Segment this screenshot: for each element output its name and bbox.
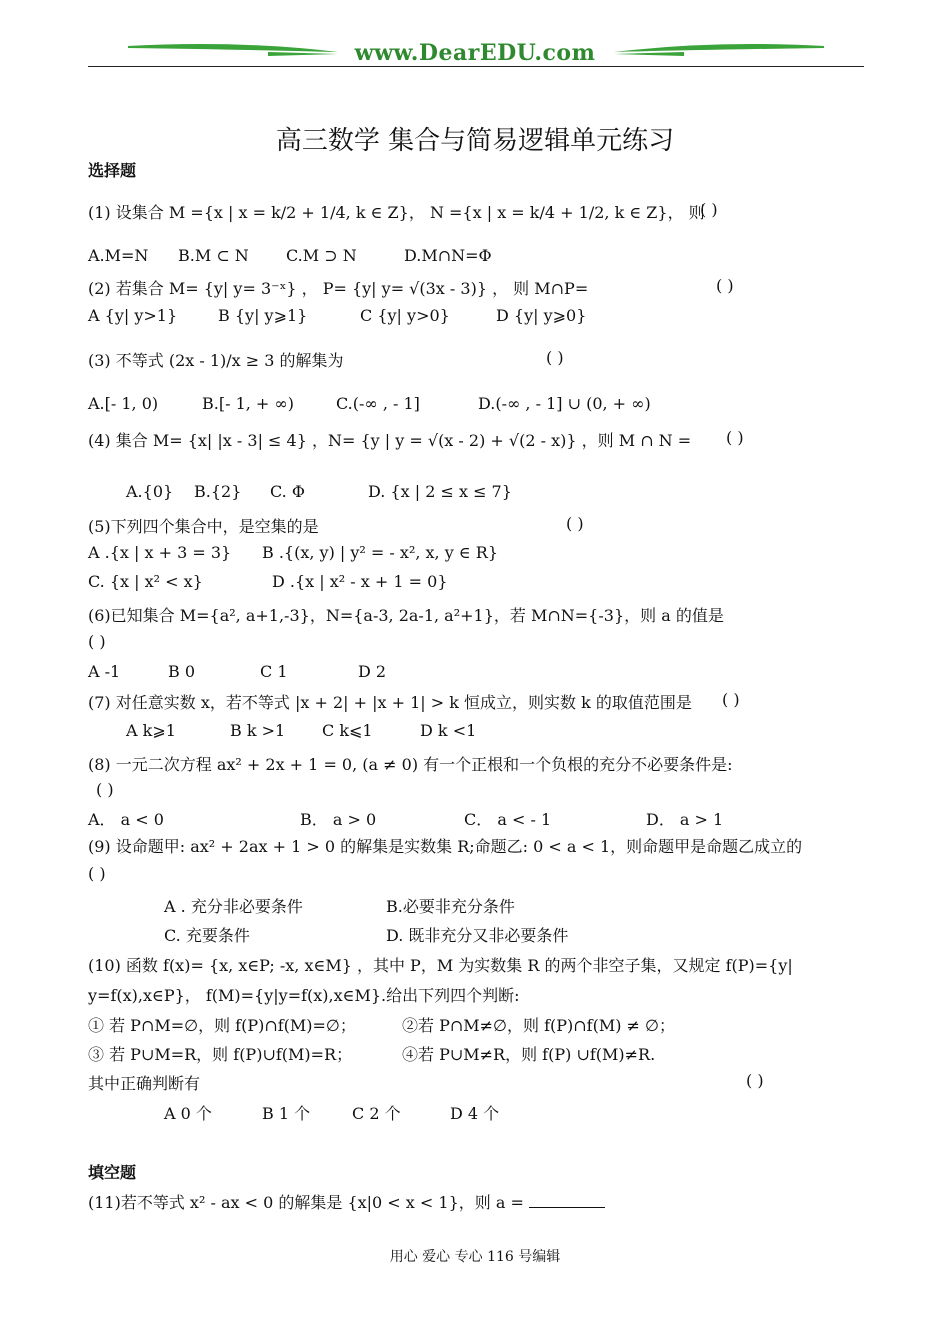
q9-option-c: C. 充要条件 [164, 926, 250, 945]
q1-option-b: B.M ⊂ N [178, 246, 249, 265]
q4-answer-paren: ( ) [726, 428, 744, 447]
q10-option-a: A 0 个 [164, 1104, 212, 1123]
q3-option-b: B.[- 1, + ∞) [202, 394, 294, 413]
q8-option-c: C． a < - 1 [464, 810, 552, 829]
q10-stem: (10) 函数 f(x)= {x, x∈P; -x, x∈M} ，其中 P，M 为实数集 R 的两个非空子集，又规定 f(P)={y| [88, 956, 793, 975]
q3-stem: (3) 不等式 (2x - 1)/x ≥ 3 的解集为 [88, 351, 344, 370]
q1-option-a: A.M=N [88, 246, 149, 265]
q10-option-d: D 4 个 [450, 1104, 500, 1123]
page-footer: 用心 爱心 专心 116 号编辑 [389, 1249, 561, 1265]
q6-answer-paren: ( ) [88, 632, 106, 651]
answer-blank [529, 1193, 605, 1208]
q2-option-a: A {y| y>1} [88, 306, 178, 325]
q1-answer-paren: ( ) [700, 200, 718, 219]
site-logo-text: www.DearEDU.com [354, 40, 596, 66]
q3-option-c: C.(-∞ , - 1] [336, 394, 420, 413]
q2-option-c: C {y| y>0} [360, 306, 450, 325]
q9-option-a: A . 充分非必要条件 [164, 897, 303, 916]
q2-option-d: D {y| y⩾0} [496, 306, 587, 325]
header-rule [88, 66, 864, 67]
q7-option-a: A k⩾1 [126, 721, 176, 740]
q2-stem: (2) 若集合 M= {y| y= 3⁻ˣ} ， P= {y| y= √(3x - 3)} ， 则 M∩P= [88, 279, 589, 298]
section-fill: 填空题 [88, 1163, 137, 1182]
q4-stem: (4) 集合 M= {x| |x - 3| ≤ 4} ，N= {y | y = √(x - 2) + √(2 - x)} ，则 M ∩ N = [88, 431, 692, 450]
q10-judgment-1: ① 若 P∩M=∅，则 f(P)∩f(M)=∅； [88, 1016, 356, 1035]
q4-option-b: B.{2} [194, 482, 242, 501]
q8-option-d: D． a > 1 [646, 810, 724, 829]
q5-option-b: B .{(x, y) | y² = - x², x, y ∈ R} [262, 543, 498, 562]
q7-stem: (7) 对任意实数 x，若不等式 |x + 2| + |x + 1| > k 恒成立，则实数 k 的取值范围是 [88, 693, 692, 712]
q1-option-c: C.M ⊃ N [286, 246, 357, 265]
section-choice: 选择题 [88, 161, 137, 180]
q2-option-b: B {y| y⩾1} [218, 306, 308, 325]
q7-option-d: D k <1 [420, 721, 477, 740]
q10-answer-paren: ( ) [746, 1071, 764, 1090]
q7-option-b: B k >1 [230, 721, 286, 740]
q9-option-d: D. 既非充分又非必要条件 [386, 926, 569, 945]
q1-option-d: D.M∩N=Φ [404, 246, 492, 265]
q6-stem: (6)已知集合 M={a², a+1,-3}，N={a-3, 2a-1, a²+1}，若 M∩N={-3}，则 a 的值是 [88, 606, 724, 625]
q7-option-c: C k⩽1 [322, 721, 373, 740]
q5-option-d: D .{x | x² - x + 1 = 0} [272, 572, 448, 591]
q6-option-d: D 2 [358, 662, 387, 681]
q8-option-a: A． a < 0 [88, 810, 164, 829]
q4-option-c: C. Φ [270, 482, 305, 501]
q4-option-a: A.{0} [126, 482, 174, 501]
q6-option-a: A -1 [88, 662, 121, 681]
q10-judgment-3: ③ 若 P∪M=R，则 f(P)∪f(M)=R； [88, 1045, 353, 1064]
q1-stem: (1) 设集合 M ={x | x = k/2 + 1/4, k ∈ Z}， N ={x | x = k/4 + 1/2, k ∈ Z}， 则 [88, 203, 705, 222]
q9-stem: (9) 设命题甲: ax² + 2ax + 1 > 0 的解集是实数集 R;命题乙: 0 < a < 1，则命题甲是命题乙成立的 [88, 837, 803, 856]
q5-stem: (5)下列四个集合中，是空集的是 [88, 517, 319, 536]
q7-answer-paren: ( ) [722, 690, 740, 709]
q10-stem-end: 其中正确判断有 [88, 1074, 201, 1093]
q2-answer-paren: ( ) [716, 276, 734, 295]
q8-stem: (8) 一元二次方程 ax² + 2x + 1 = 0, (a ≠ 0) 有一个正根和一个负根的充分不必要条件是: [88, 755, 733, 774]
q8-option-b: B． a > 0 [300, 810, 377, 829]
q3-answer-paren: ( ) [546, 348, 564, 367]
q4-option-d: D. {x | 2 ≤ x ≤ 7} [368, 482, 512, 501]
q11-text: (11)若不等式 x² - ax < 0 的解集是 {x|0 < x < 1}，则 a = [88, 1193, 524, 1212]
q5-option-c: C. {x | x² < x} [88, 572, 203, 591]
q10-option-b: B 1 个 [262, 1104, 311, 1123]
q3-option-a: A.[- 1, 0) [88, 394, 159, 413]
q3-option-d: D.(-∞ , - 1] ∪ (0, + ∞) [478, 394, 651, 413]
page-title: 高三数学 集合与简易逻辑单元练习 [275, 126, 675, 156]
q10-option-c: C 2 个 [352, 1104, 401, 1123]
q9-answer-paren: ( ) [88, 864, 106, 883]
q10-stem-cont: y=f(x),x∈P}， f(M)={y|y=f(x),x∈M}.给出下列四个判断: [88, 986, 520, 1005]
q5-option-a: A .{x | x + 3 = 3} [88, 543, 232, 562]
q6-option-c: C 1 [260, 662, 288, 681]
q5-answer-paren: ( ) [566, 514, 584, 533]
q11-stem [88, 1190, 605, 1213]
q10-judgment-2: ②若 P∩M≠∅，则 f(P)∩f(M) ≠ ∅； [402, 1016, 675, 1035]
q6-option-b: B 0 [168, 662, 196, 681]
q9-option-b: B.必要非充分条件 [386, 897, 515, 916]
q10-judgment-4: ④若 P∪M≠R，则 f(P) ∪f(M)≠R. [402, 1045, 656, 1064]
q8-answer-paren: ( ) [96, 780, 114, 799]
